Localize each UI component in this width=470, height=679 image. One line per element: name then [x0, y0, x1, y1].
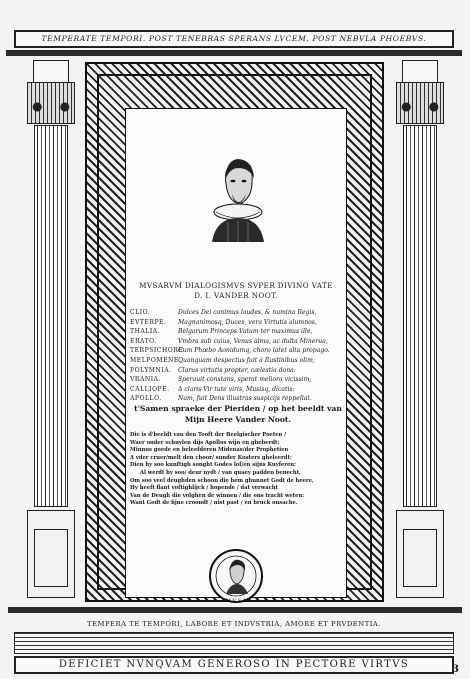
muse-verse: Cum Phœbo Aonidumq, choro latet alta propago.: [178, 347, 330, 355]
verse-line: A vder cruer/melt den choor/ sunder Kusters gheleerdt:: [130, 454, 292, 461]
muse-name: CALLIOPE.: [130, 385, 170, 393]
muse-row: [130, 337, 345, 347]
muse-row: [130, 327, 345, 337]
muse-name: MELPOMENE.: [130, 356, 182, 364]
verse-line: Om soo veel deughden schoon die hem ghunnet Godt de heere,: [130, 477, 314, 484]
muse-row: [130, 385, 345, 395]
muse-verse: Clarus virtutis propter, cælestia dona:: [178, 366, 296, 374]
muse-name: APOLLO.: [130, 395, 162, 403]
left-column-top: [33, 60, 69, 84]
title-line-2: D. I. VANDER NOOT.: [194, 291, 278, 300]
left-column-base: [27, 510, 75, 598]
muse-verse: Vmbra sub cuius, Venus alma, ac dulta Minerua,: [178, 337, 328, 345]
right-base-panel: [403, 529, 437, 587]
verse-line: Waer onder schuylen dijs Apollos wijn en gheberdt:: [130, 439, 280, 446]
left-column-shaft: [34, 125, 68, 507]
verse-line: Hy heeft flant voftighlijck / hopende / dat verwacht: [130, 485, 278, 492]
dutch-verse: [130, 432, 346, 508]
verse-line: Van de Deugh die volghen de winnen / die ons tracht weten:: [130, 492, 305, 499]
final-motto: DEFICIET NVNQVAM GENEROSO IN PECTORE VIRTVS: [14, 656, 454, 674]
muse-verse: Nam, fuit Dens illustras suspicijs reppellat.: [178, 395, 312, 403]
muse-row: [130, 318, 345, 328]
pedestal-band: [14, 632, 454, 654]
right-column: [396, 60, 442, 600]
muse-verse: A claris Vir tute viris, Musisq, dicatis:: [178, 385, 295, 393]
title-line-1: MVSARVM DIALOGISMVS SVPER DIVINO VATE: [139, 281, 333, 290]
portrait-engraving: [208, 154, 268, 242]
muse-name: TERPSICHORE: [130, 347, 184, 355]
muse-name: VRANIA.: [130, 376, 161, 384]
muse-verse: Dulces Dei canimus laudes, & numina Regis,: [178, 309, 317, 316]
muse-row: [130, 346, 345, 356]
top-motto-banner: TEMPERATE TEMPORI. POST TENEBRAS SPERANS LVCEM, POST NEBVLA PHOEBVS.: [14, 30, 454, 48]
muse-medallion: [208, 548, 264, 604]
lower-cornice: [8, 607, 462, 613]
muse-name: THALIA.: [130, 328, 161, 336]
left-base-panel: [34, 529, 68, 587]
verse-line: Al werdt hy soo/ deur nydt / van quaey padden benecht,: [140, 469, 301, 476]
right-column-capital: [396, 82, 444, 124]
muse-row: [130, 308, 345, 318]
dialogue-title: [130, 281, 342, 301]
right-column-shaft: [403, 125, 437, 507]
muse-name: EVTERPE.: [130, 318, 167, 326]
muse-name: POLYMNIA.: [130, 366, 172, 374]
muses-dialogue: [130, 308, 345, 404]
verse-line: Minnus goede en beleefderen Midenas/der Prophetien: [130, 447, 289, 454]
medallion-letters: M V S A: [225, 598, 247, 604]
muse-row: [130, 375, 345, 385]
dutch-heading: [130, 403, 346, 425]
muse-verse: Sperauit constans, sperat meliora vicissim,: [178, 376, 312, 384]
page-number: 3: [452, 664, 459, 675]
muse-verse: Quanquam despectus fuit à Rustinibus olim,: [178, 356, 315, 364]
bottom-motto: TEMPERA TE TEMPORI, LABORE ET INDVSTRIA, AMORE ET PRVDENTIA.: [87, 620, 381, 628]
top-cornice: [6, 50, 462, 56]
verse-line: Want Godt de fijne croondt / nist past / en bruck onsache.: [130, 500, 298, 507]
verse-line: Die is d'beeldt van den Tooft der Beelgischer Poeten /: [130, 432, 286, 438]
dutch-heading-line-1: t'Samen spraeke der Pieriden / op het beeldt van: [134, 404, 342, 413]
muse-verse: Belgarum Princeps Vatum ter maximus ille,: [178, 328, 313, 336]
muse-verse: Magnanimosq, Duces, vera Virtutis alumnos,: [178, 318, 317, 326]
right-column-base: [396, 510, 444, 598]
dutch-heading-line-2: Mijn Heere Vander Noot.: [184, 415, 292, 424]
muse-row: [130, 356, 345, 366]
muse-row: [130, 366, 345, 376]
left-column-capital: [27, 82, 75, 124]
right-column-top: [402, 60, 438, 84]
verse-line: Dien hy soo kunftigh songht Godes lof/en sijns Kuyferen:: [130, 462, 296, 469]
left-column: [27, 60, 73, 600]
muse-name: CLIO.: [130, 309, 151, 316]
muse-name: ERATO.: [130, 337, 157, 345]
